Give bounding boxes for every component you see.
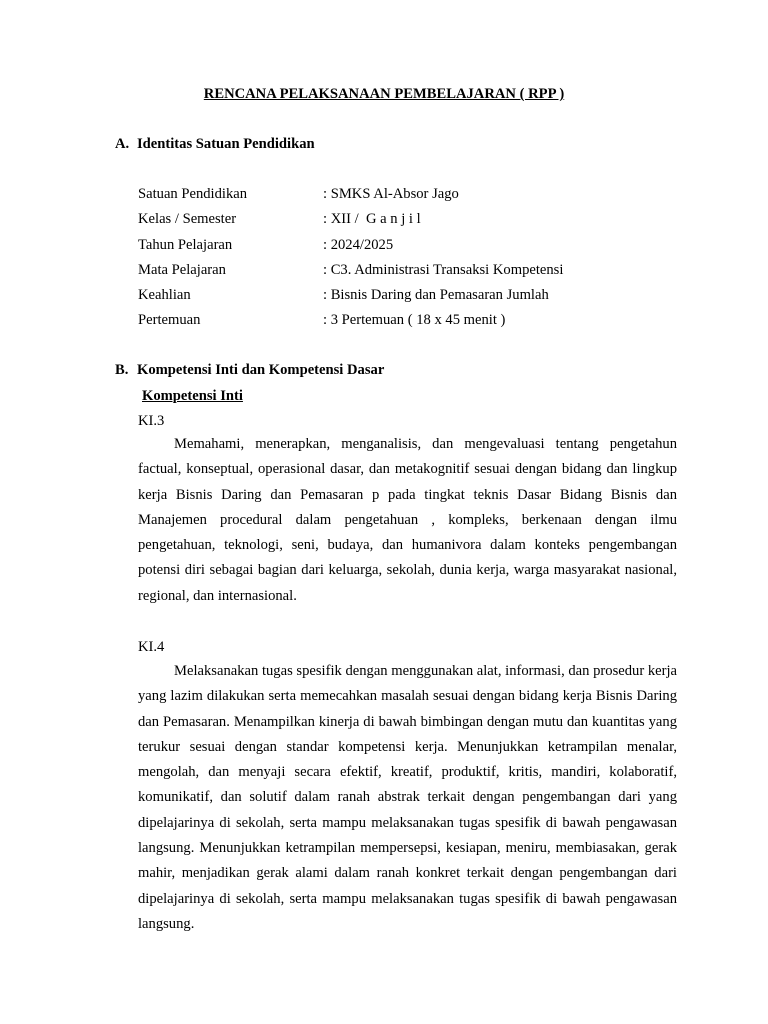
identity-label: Keahlian (138, 287, 191, 304)
ki3-paragraph: Memahami, menerapkan, menganalisis, dan mengevaluasi tentang pengetahun factual, konseptual, operasional dasar, dan metakognitif sesuai dengan bidang dan lingkup kerja Bisnis Daring dan Pemasaran p pada tingkat teknis Dasar Bidang Bisnis dan Manajemen procedural dalam pengetahuan , kompleks, berkenaan dengan ilmu pengetahuan, teknologi, seni, budaya, dan humanivora dalam konteks pengembangan potensi diri sebagai bagian dari keluarga, sekolah, dunia kerja, warga masyarakat nasional, regional, dan internasional. (138, 436, 677, 604)
identity-value: : Bisnis Daring dan Pemasaran Jumlah (323, 287, 549, 304)
document-title: RENCANA PELAKSANAAN PEMBELAJARAN ( RPP ) (203, 86, 565, 102)
section-a-title: Identitas Satuan Pendidikan (137, 136, 315, 152)
identity-row-school (138, 185, 698, 210)
identity-label: Pertemuan (138, 312, 201, 329)
identity-row-class (138, 210, 698, 235)
identity-label: Satuan Pendidikan (138, 186, 248, 202)
identity-value: : SMKS Al-Absor Jago (323, 186, 459, 202)
identity-row-year (138, 236, 698, 261)
identity-value: : 2024/2025 (323, 236, 394, 253)
ki4-label: KI.4 (138, 639, 165, 655)
identity-row-meetings (138, 311, 698, 336)
ki4-paragraph: Melaksanakan tugas spesifik dengan menggunakan alat, informasi, dan prosedur kerja yang lazim dilakukan serta memecahkan masalah sesuai dengan bidang kerja Bisnis Daring dan Pemasaran. Menampilkan kinerja di bawah bimbingan dengan mutu dan kuantitas yang terukur sesuai dengan standar kompetensi kerja. Menunjukkan ketrampilan menalar, mengolah, dan menyaji secara efektif, kreatif, produktif, kritis, mandiri, kolaboratif, komunikatif, dan solutif dalam ranah abstrak terkait dengan pengembangan dari yang dipelajarinya di sekolah, serta mampu melaksanakan tugas spesifik di bawah pengawasan langsung. Menunjukkan ketrampilan mempersepsi, kesiapan, meniru, membiasakan, gerak mahir, menjadikan gerak alami dalam ranah konkret terkait dengan pengembangan dari dipelajarinya di sekolah, serta mampu melaksanakan tugas spesifik di bawah pengawasan langsung. (138, 663, 677, 932)
identity-label: Kelas / Semester (138, 211, 237, 228)
identity-value: : 3 Pertemuan ( 18 x 45 menit ) (323, 312, 506, 329)
identity-row-expertise (138, 286, 698, 311)
ki3-label: KI.3 (138, 413, 165, 429)
section-a-heading (115, 135, 315, 153)
section-a-letter: A. (115, 136, 130, 152)
identity-label: Tahun Pelajaran (138, 236, 233, 253)
section-b-heading (115, 361, 384, 379)
kompetensi-inti-subheading: Kompetensi Inti (142, 388, 243, 404)
identity-value: : C3. Administrasi Transaksi Kompetensi (323, 261, 564, 278)
identity-table (138, 185, 698, 337)
identity-row-subject (138, 261, 698, 286)
identity-label: Mata Pelajaran (138, 261, 226, 278)
section-b-title: Kompetensi Inti dan Kompetensi Dasar (137, 362, 385, 378)
section-b-letter: B. (115, 362, 129, 378)
identity-value: : XII / G a n j i l (323, 211, 421, 228)
